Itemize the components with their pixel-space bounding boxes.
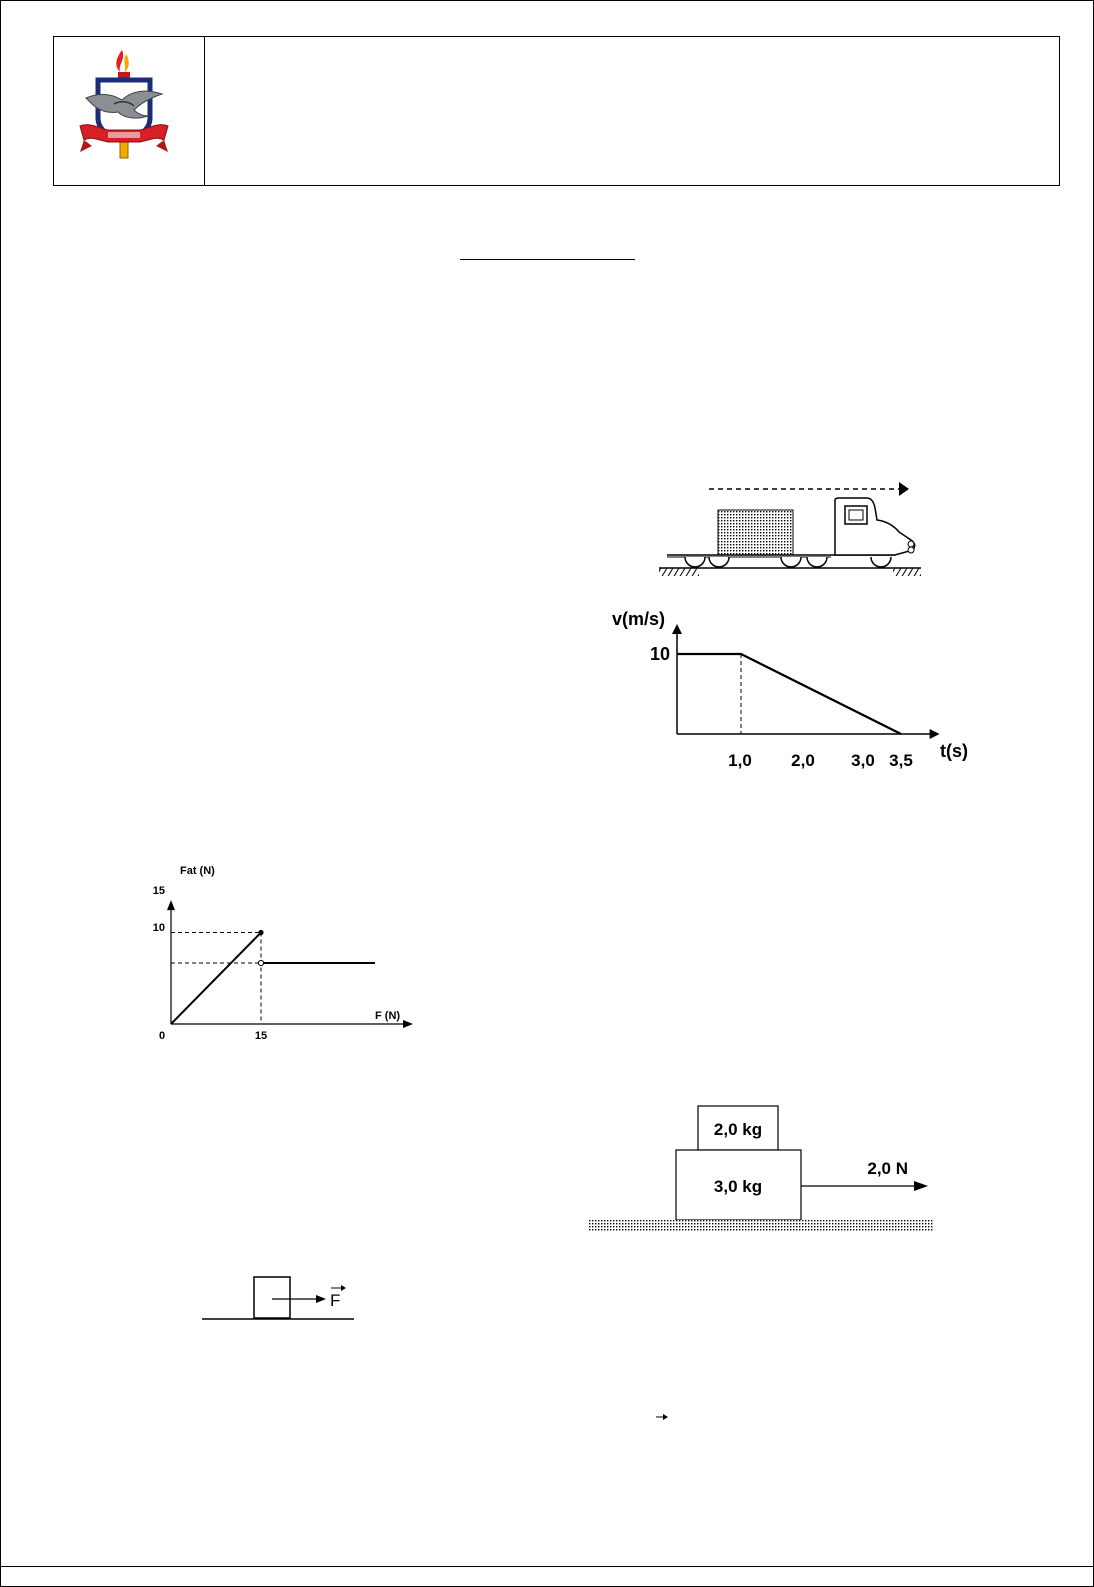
block bbox=[254, 1277, 290, 1318]
vt-x-tick-1: 1,0 bbox=[728, 751, 752, 770]
truck-with-crate-icon bbox=[655, 478, 925, 578]
fat-static-friction-line bbox=[171, 933, 261, 1025]
vt-y-axis-arrow bbox=[672, 624, 682, 634]
top-block-label: 2,0 kg bbox=[713, 1120, 763, 1139]
bottom-rule bbox=[0, 1566, 1094, 1567]
fat-y-label: Fat (N) bbox=[180, 865, 215, 877]
stacked-blocks-figure bbox=[586, 1100, 936, 1236]
fat-x-axis-arrow bbox=[403, 1020, 413, 1028]
vt-x-tick-3: 3,0 bbox=[851, 751, 875, 770]
fat-origin-label: 0 bbox=[158, 1030, 166, 1042]
title-underline bbox=[460, 259, 635, 260]
velocity-time-chart bbox=[605, 600, 985, 780]
vt-x-tick-2: 2,0 bbox=[791, 751, 815, 770]
force-arrowhead bbox=[914, 1181, 928, 1191]
header-divider bbox=[204, 36, 205, 186]
bottom-block-label: 3,0 kg bbox=[713, 1177, 763, 1196]
vt-x-label: t(s) bbox=[940, 741, 968, 761]
fat-y-axis-arrow bbox=[167, 900, 175, 910]
university-crest-icon bbox=[78, 48, 170, 163]
ground-surface bbox=[588, 1220, 934, 1232]
force-f-label: F bbox=[330, 1291, 341, 1310]
friction-force-chart bbox=[140, 852, 420, 1052]
fat-y-tick-15: 15 bbox=[152, 885, 165, 897]
vt-series-line bbox=[677, 654, 901, 734]
fat-y-tick-10: 10 bbox=[152, 922, 165, 934]
vt-y-label: v(m/s) bbox=[612, 609, 666, 629]
vt-x-tick-4: 3,5 bbox=[889, 751, 913, 770]
block-force-figure bbox=[200, 1272, 360, 1328]
fat-closed-point bbox=[258, 930, 263, 935]
force-arrow-icon bbox=[316, 1295, 326, 1303]
fat-x-label: F (N) bbox=[375, 1010, 401, 1022]
force-label: 2,0 N bbox=[867, 1159, 908, 1178]
vt-y-tick: 10 bbox=[649, 644, 670, 664]
fat-x-tick-15: 15 bbox=[254, 1030, 268, 1042]
fat-open-point bbox=[258, 960, 263, 965]
vt-x-axis-arrow bbox=[930, 729, 940, 739]
small-arrow-icon bbox=[655, 1413, 669, 1421]
